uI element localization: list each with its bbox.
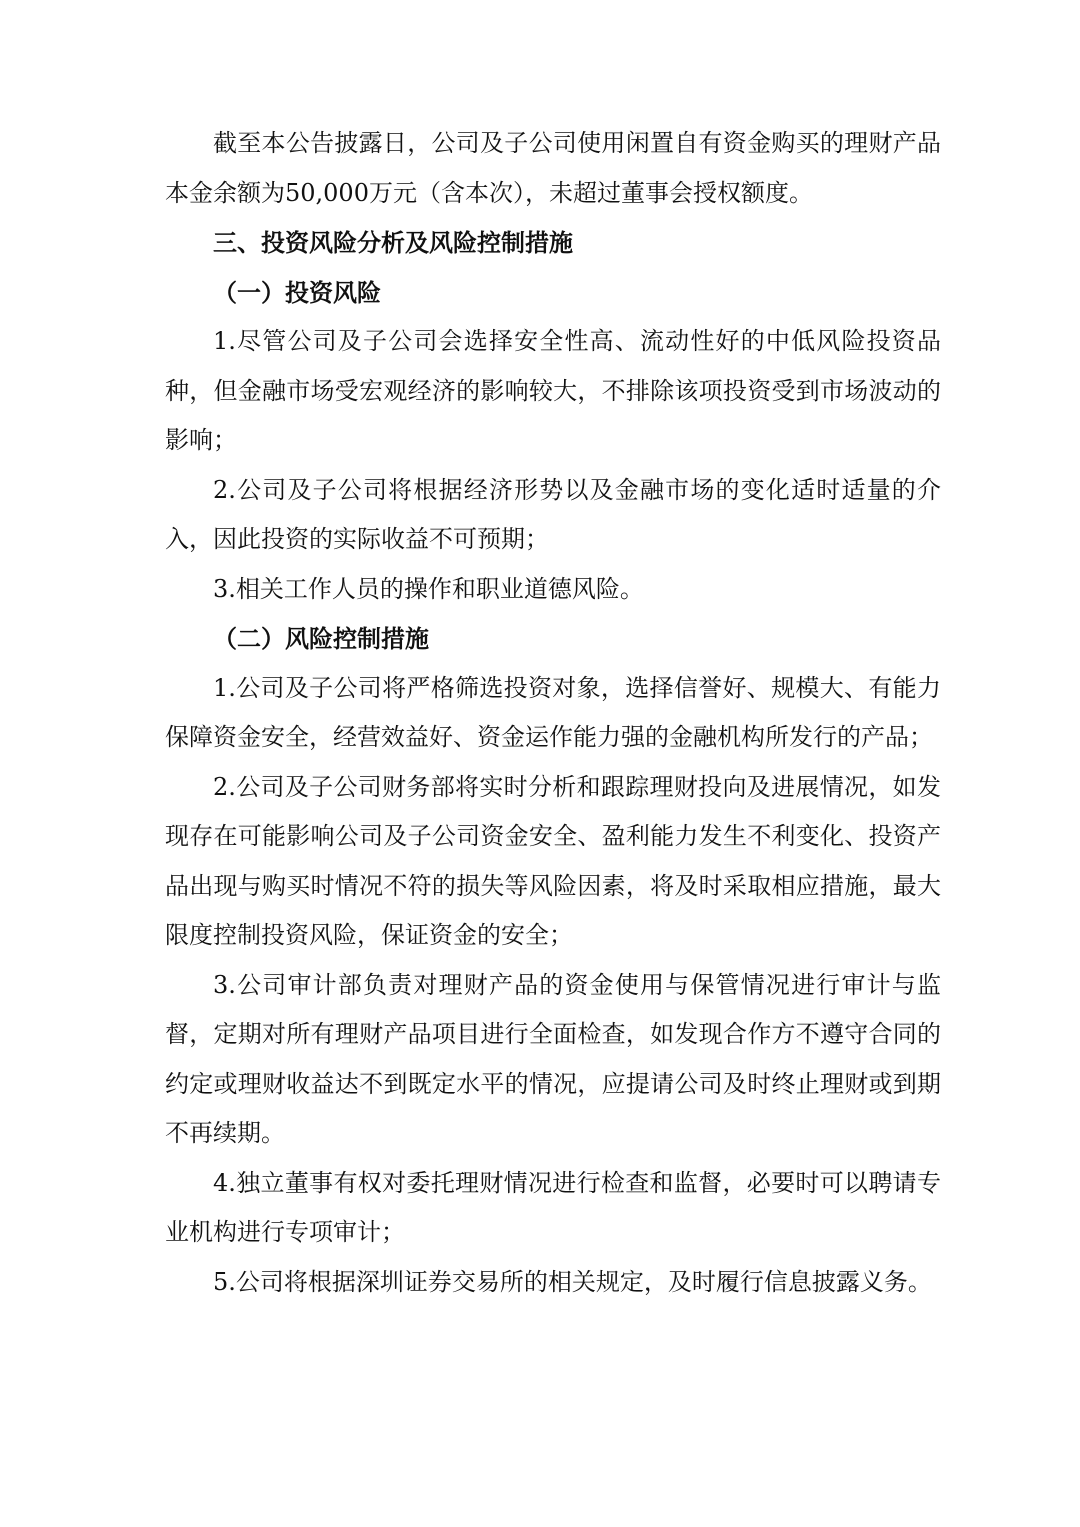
control-item: 2.公司及子公司财务部将实时分析和跟踪理财投向及进展情况，如发现存在可能影响公司及子公司资金安全、盈利能力发生不利变化、投资产品出现与购买时情况不符的损失等风险因素，将及时采取相应措施，最大限度控制投资风险，保证资金的安全；	[165, 772, 941, 949]
risk-item: 3.相关工作人员的操作和职业道德风险。	[213, 574, 644, 603]
risk-subheading: （一）投资风险	[213, 277, 381, 307]
control-item: 5.公司将根据深圳证券交易所的相关规定，及时履行信息披露义务。	[213, 1267, 932, 1296]
risk-item: 2.公司及子公司将根据经济形势以及金融市场的变化适时适量的介入，因此投资的实际收益不可预期；	[165, 475, 941, 553]
control-subheading: （二）风险控制措施	[213, 624, 429, 653]
control-item: 4.独立董事有权对委托理财情况进行检查和监督，必要时可以聘请专业机构进行专项审计；	[165, 1168, 941, 1246]
section-title: 三、投资风险分析及风险控制措施	[213, 228, 573, 257]
control-item: 1.公司及子公司将严格筛选投资对象，选择信誉好、规模大、有能力保障资金安全，经营效益好、资金运作能力强的金融机构所发行的产品；	[165, 673, 941, 751]
risk-item: 1.尽管公司及子公司会选择安全性高、流动性好的中低风险投资品种，但金融市场受宏观经济的影响较大，不排除该项投资受到市场波动的影响；	[165, 327, 941, 454]
control-item: 3.公司审计部负责对理财产品的资金使用与保管情况进行审计与监督，定期对所有理财产品项目进行全面检查，如发现合作方不遵守合同的约定或理财收益达不到既定水平的情况，应提请公司及时终止理财或到期不再续期。	[165, 970, 941, 1147]
intro-paragraph: 截至本公告披露日，公司及子公司使用闲置自有资金购买的理财产品本金余额为50,000万元（含本次），未超过董事会授权额度。	[165, 129, 941, 207]
document-page	[165, 119, 941, 1307]
